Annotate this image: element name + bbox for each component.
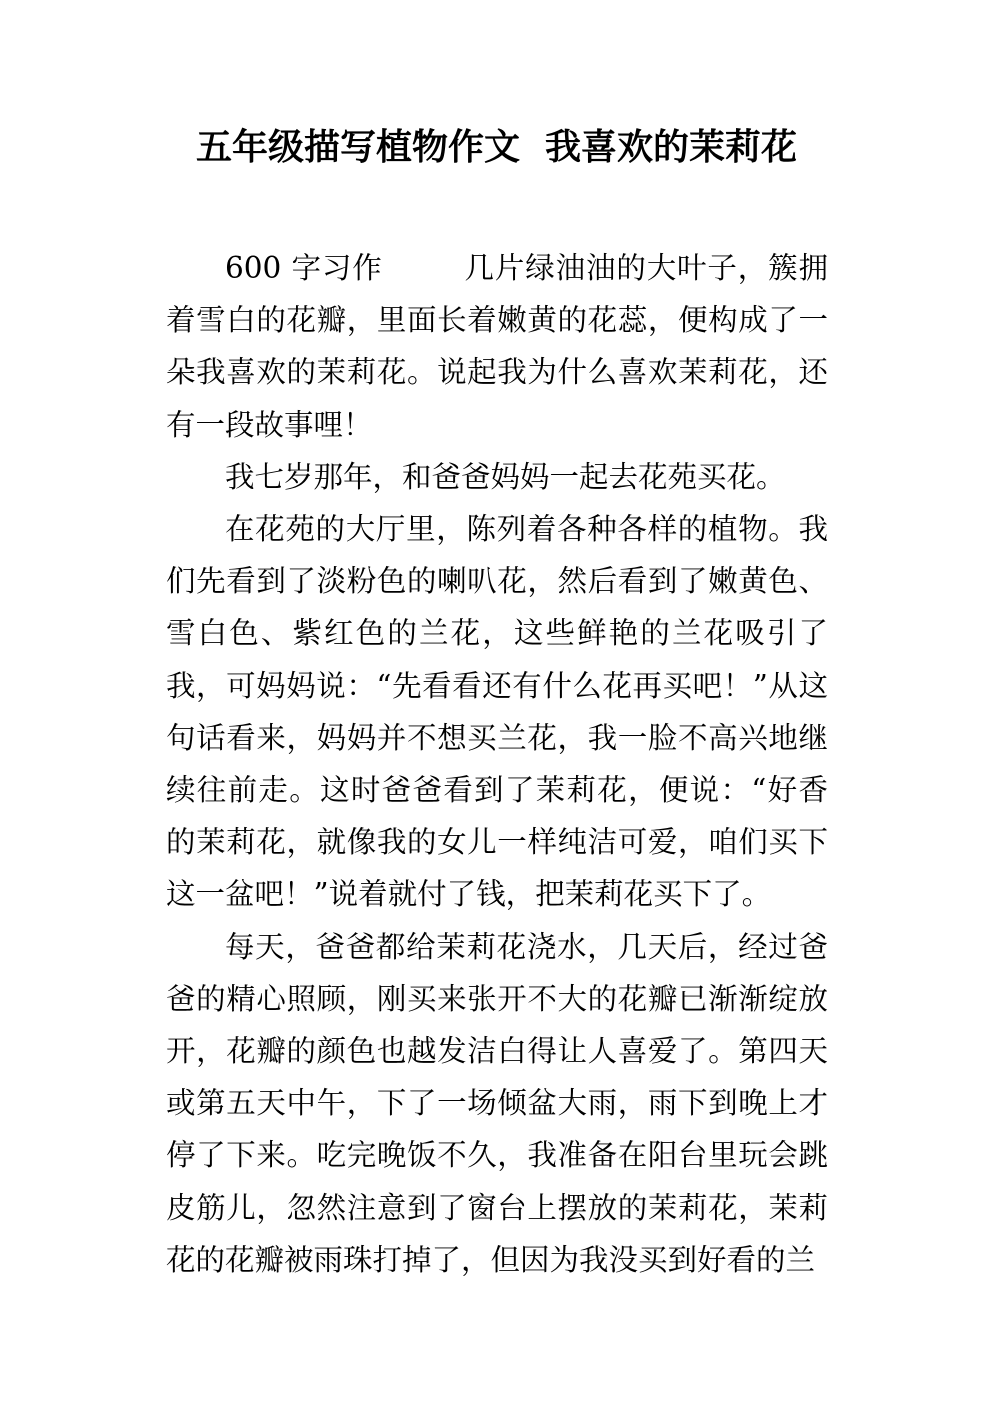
paragraph-4: 每天，爸爸都给茉莉花浇水，几天后，经过爸爸的精心照顾，刚买来张开不大的花瓣已渐渐绽放开，花瓣的颜色也越发洁白得让人喜爱了。第四天或第五天中午，下了一场倾盆大雨，雨下到晚上才停了下来。吃完晚饭不久，我准备在阳台里玩会跳皮筋儿，忽然注意到了窗台上摆放的茉莉花，茉莉花的花瓣被雨珠打掉了，但因为我没买到好看的兰 xyxy=(166,929,828,1277)
paragraph-3: 在花苑的大厅里，陈列着各种各样的植物。我们先看到了淡粉色的喇叭花，然后看到了嫩黄色、雪白色、紫红色的兰花，这些鲜艳的兰花吸引了我，可妈妈说：“先看看还有什么花再买吧！”从这句话看来，妈妈并不想买兰花，我一脸不高兴地继续往前走。这时爸爸看到了茉莉花，便说：“好香的茉莉花，就像我的女儿一样纯洁可爱，咱们买下这一盆吧！”说着就付了钱，把茉莉花买下了。 xyxy=(166,512,828,912)
document-body xyxy=(166,242,828,1286)
paragraph-1: 600 字习作 几片绿油油的大叶子，簇拥着雪白的花瓣，里面长着嫩黄的花蕊，便构成了一朵我喜欢的茉莉花。说起我为什么喜欢茉莉花，还有一段故事哩！ xyxy=(166,251,828,442)
paragraph-2: 我七岁那年，和爸爸妈妈一起去花苑买花。 xyxy=(225,459,786,494)
document-title: 五年级描写植物作文 我喜欢的茉莉花 xyxy=(195,127,798,168)
